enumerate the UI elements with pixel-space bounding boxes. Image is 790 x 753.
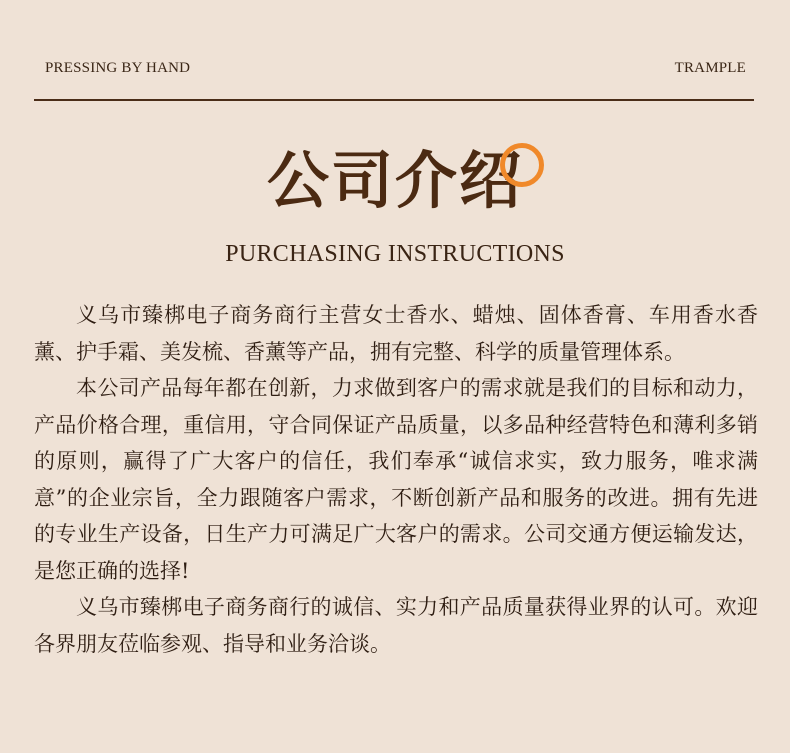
header-right-label: TRAMPLE (674, 60, 746, 76)
paragraph-3: 义乌市臻梆电子商务商行的诚信、实力和产品质量获得业界的认可。欢迎各界朋友莅临参观、指导和业务洽谈。 (34, 595, 758, 656)
page-title: 公司介绍 (266, 144, 523, 217)
paragraph-2: 本公司产品每年都在创新，力求做到客户的需求就是我们的目标和动力，产品价格合理，重信用，守合同保证产品质量，以多品种经营特色和薄利多销的原则，赢得了广大客户的信任，我们奉承“诚信求实，致力服务，唯求满意”的企业宗旨，全力跟随客户需求，不断创新产品和服务的改进。拥有先进的专业生产设备，日生产力可满足广大客户的需求。公司交通方便运输发达，是您正确的选择! (34, 376, 758, 583)
company-introduction-text (34, 297, 758, 662)
page-subtitle: PURCHASING INSTRUCTIONS (225, 241, 565, 267)
header-left-label: PRESSING BY HAND (45, 60, 191, 76)
title-block (0, 140, 790, 222)
header-divider (34, 99, 754, 101)
orange-circle-decoration (500, 143, 544, 187)
paragraph-1: 义乌市臻梆电子商务商行主营女士香水、蜡烛、固体香膏、车用香水香薰、护手霜、美发梳、香薰等产品，拥有完整、科学的质量管理体系。 (34, 303, 758, 364)
top-bar (36, 60, 754, 80)
